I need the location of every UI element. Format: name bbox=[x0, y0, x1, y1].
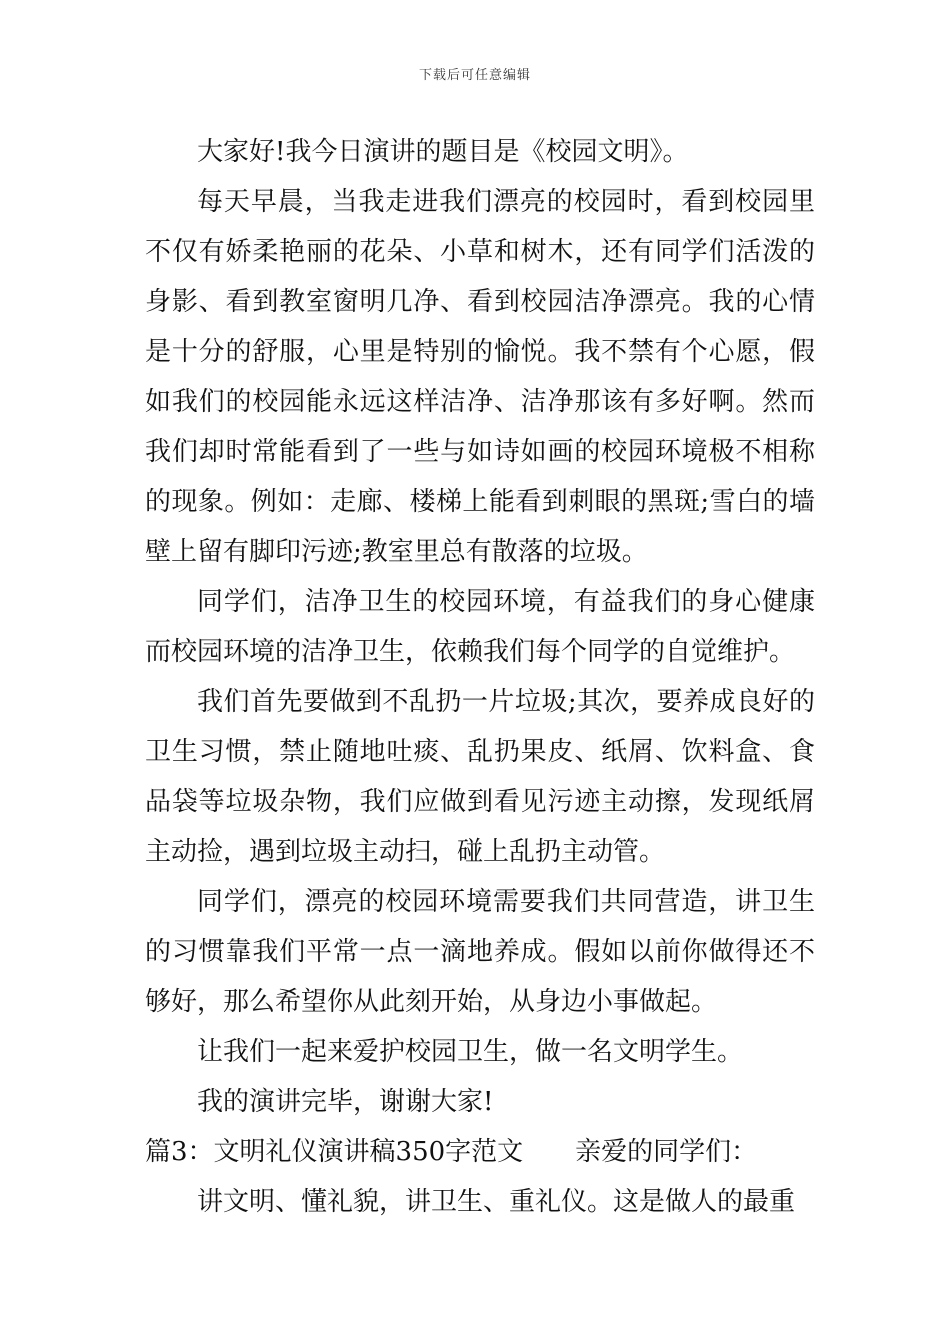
paragraph-clean-environment: 同学们，洁净卫生的校园环境，有益我们的身心健康而校园环境的洁净卫生，依赖我们每个同学的自觉维护。 bbox=[145, 587, 815, 667]
document-body bbox=[145, 127, 815, 1227]
paragraph-call-to-action: 让我们一起来爱护校园卫生，做一名文明学生。 bbox=[197, 1037, 744, 1067]
paragraph-morning-campus: 每天早晨，当我走进我们漂亮的校园时，看到校园里不仅有娇柔艳丽的花朵、小草和树木，还有同学们活泼的身影、看到教室窗明几净、看到校园洁净漂亮。我的心情是十分的舒服，心里是特别的愉悦。我不禁有个心愿，假如我们的校园能永远这样洁净、洁净那该有多好啊。然而我们却时常能看到了一些与如诗如画的校园环境极不相称的现象。例如：走廊、楼梯上能看到刺眼的黑斑;雪白的墙壁上留有脚印污迹;教室里总有散落的垃圾。 bbox=[145, 187, 815, 567]
paragraph-greeting: 大家好!我今日演讲的题目是《校园文明》。 bbox=[197, 137, 689, 167]
paragraph-habits: 我们首先要做到不乱扔一片垃圾;其次，要养成良好的卫生习惯，禁止随地吐痰、乱扔果皮、纸屑、饮料盒、食品袋等垃圾杂物，我们应做到看见污迹主动擦，发现纸屑主动捡，遇到垃圾主动扫，碰上乱扔主动管。 bbox=[145, 687, 815, 867]
paragraph-build-together: 同学们，漂亮的校园环境需要我们共同营造，讲卫生的习惯靠我们平常一点一滴地养成。假如以前你做得还不够好，那么希望你从此刻开始，从身边小事做起。 bbox=[145, 887, 815, 1017]
paragraph-civility-intro: 讲文明、懂礼貌，讲卫生、重礼仪。这是做人的最重 bbox=[197, 1187, 796, 1217]
page-header-note: 下载后可任意编辑 bbox=[418, 68, 531, 83]
section-title: 篇3：文明礼仪演讲稿350字范文 bbox=[145, 1137, 524, 1167]
section-heading-line bbox=[145, 1127, 815, 1177]
salutation: 亲爱的同学们： bbox=[575, 1137, 758, 1167]
paragraph-closing: 我的演讲完毕，谢谢大家! bbox=[197, 1087, 494, 1117]
